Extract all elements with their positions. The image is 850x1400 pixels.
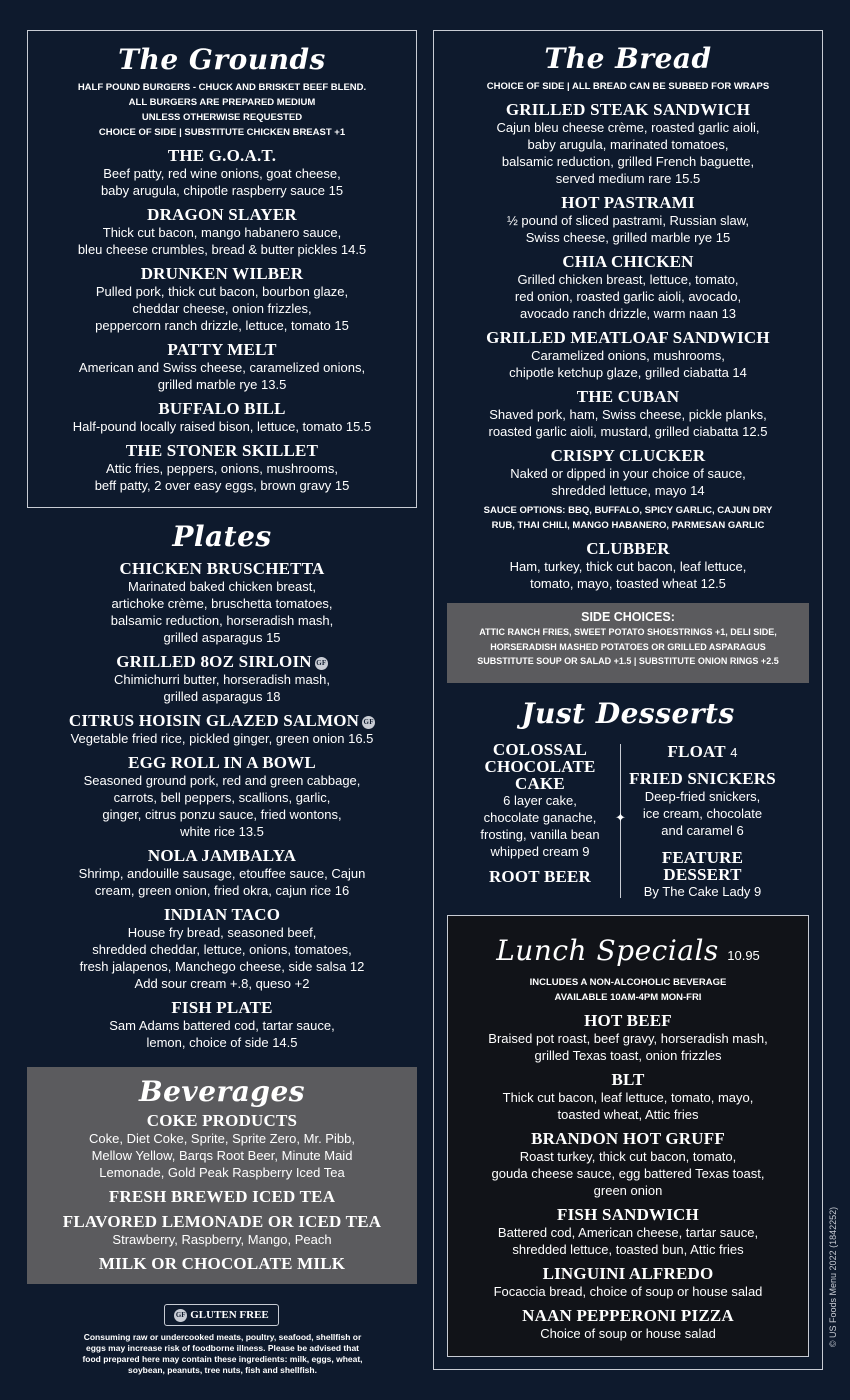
item-desc: Thick cut bacon, mango habanero sauce, bleu cheese crumbles, bread & butter pickles 14.5	[77, 225, 367, 257]
item-desc: Pulled pork, thick cut bacon, bourbon glaze, cheddar cheese, onion frizzles, peppercorn ranch drizzle, lettuce, tomato 15	[95, 284, 349, 333]
item-desc: Thick cut bacon, leaf lettuce, tomato, mayo, toasted wheat, Attic fries	[502, 1090, 754, 1122]
item-desc: Vegetable fried rice, pickled ginger, green onion 16.5	[70, 731, 374, 746]
menu-item	[28, 400, 416, 435]
copyright-credit: © US Foods Menu 2022 (1842252)	[828, 1206, 838, 1348]
item-name: FLAVORED LEMONADE OR ICED TEA	[62, 1212, 382, 1231]
item-name: BUFFALO BILL	[158, 399, 286, 418]
item-name: NOLA JAMBALYA	[147, 846, 297, 865]
menu-item	[27, 999, 417, 1051]
menu-item	[27, 847, 417, 899]
lunch-title: Lunch Specials	[496, 934, 719, 967]
item-name: BRANDON HOT GRUFF	[531, 1129, 725, 1148]
lunch-section	[447, 915, 809, 1357]
item-desc: House fry bread, seasoned beef, shredded cheddar, lettuce, onions, tomatoes, fresh jalapenos, Manchego cheese, side salsa 12 Add sour cream +.8, queso +2	[79, 925, 365, 991]
item-desc: Braised pot roast, beef gravy, horseradish mash, grilled Texas toast, onion frizzles	[488, 1031, 768, 1063]
menu-item	[27, 1188, 417, 1206]
bread-title: The Bread	[544, 42, 712, 75]
plates-title: Plates	[172, 520, 272, 553]
menu-item	[28, 265, 416, 334]
gluten-free-icon: GF	[315, 657, 328, 670]
item-name: FEATURE DESSERT	[661, 848, 744, 884]
item-name: GRILLED 8OZ SIRLOIN	[116, 652, 312, 671]
item-name-row	[27, 653, 417, 671]
item-name: FISH SANDWICH	[557, 1205, 699, 1224]
dessert-cake	[460, 741, 620, 886]
menu-item	[27, 1255, 417, 1273]
menu-item	[440, 329, 816, 381]
item-name: THE STONER SKILLET	[125, 441, 319, 460]
item-name: FRIED SNICKERS	[629, 769, 776, 788]
item-desc: Choice of soup or house salad	[540, 1326, 716, 1341]
item-desc: Strawberry, Raspberry, Mango, Peach	[112, 1232, 332, 1247]
item-name: PATTY MELT	[167, 340, 277, 359]
item-desc: ½ pound of sliced pastrami, Russian slaw, Swiss cheese, grilled marble rye 15	[506, 213, 750, 245]
item-desc: Seasoned ground pork, red and green cabbage, carrots, bell peppers, scallions, garlic, ginger, citrus ponzu sauce, fried wontons, white rice 13.5	[83, 773, 361, 839]
menu-item	[448, 1307, 808, 1342]
menu-item	[440, 194, 816, 246]
item-name: GRILLED MEATLOAF SANDWICH	[486, 328, 770, 347]
item-name: DRAGON SLAYER	[147, 205, 297, 224]
desserts-section	[440, 697, 816, 907]
item-name: THE CUBAN	[576, 387, 680, 406]
lunch-intro-line: AVAILABLE 10AM-4PM MON-FRI	[554, 992, 702, 1003]
grounds-title: The Grounds	[118, 43, 326, 76]
item-name: DRUNKEN WILBER	[140, 264, 304, 283]
item-desc: Ham, turkey, thick cut bacon, leaf lettuce, tomato, mayo, toasted wheat 12.5	[509, 559, 747, 591]
menu-item	[448, 1071, 808, 1123]
gluten-free-icon: GF	[362, 716, 375, 729]
item-desc: Chimichurri butter, horseradish mash, grilled asparagus 18	[113, 672, 331, 704]
item-name: MILK OR CHOCOLATE MILK	[98, 1254, 346, 1273]
item-desc: Attic fries, peppers, onions, mushrooms, beff patty, 2 over easy eggs, brown gravy 15	[94, 461, 350, 493]
menu-item	[28, 206, 416, 258]
grounds-intro-line: UNLESS OTHERWISE REQUESTED	[141, 112, 303, 123]
item-name: CHICKEN BRUSCHETTA	[119, 559, 325, 578]
menu-item	[440, 447, 816, 499]
grounds-section	[27, 30, 417, 508]
side-choices-title: SIDE CHOICES:	[581, 610, 675, 624]
menu-item	[27, 1112, 417, 1181]
item-name: FLOAT	[667, 742, 726, 761]
item-desc: Roast turkey, thick cut bacon, tomato, gouda cheese sauce, egg battered Texas toast, green onion	[491, 1149, 765, 1198]
gluten-free-label: GLUTEN FREE	[190, 1309, 269, 1321]
grounds-intro-line: HALF POUND BURGERS - CHUCK AND BRISKET BEEF BLEND.	[77, 82, 367, 93]
item-name: HOT BEEF	[584, 1011, 672, 1030]
item-name: FRESH BREWED ICED TEA	[108, 1187, 336, 1206]
item-desc: American and Swiss cheese, caramelized onions, grilled marble rye 13.5	[78, 360, 366, 392]
item-name: LINGUINI ALFREDO	[542, 1264, 714, 1283]
item-desc: Marinated baked chicken breast, artichoke crème, bruschetta tomatoes, balsamic reduction, horseradish mash, grilled asparagus 15	[110, 579, 334, 645]
item-desc: Grilled chicken breast, lettuce, tomato, red onion, roasted garlic aioli, avocado, avocado ranch drizzle, warm naan 13	[514, 272, 742, 321]
item-desc: Focaccia bread, choice of soup or house salad	[493, 1284, 763, 1299]
lunch-intro	[448, 975, 808, 1005]
menu-item	[448, 1265, 808, 1300]
grounds-intro-line: CHOICE OF SIDE | SUBSTITUTE CHICKEN BREAST +1	[98, 127, 346, 138]
lunch-price: 10.95	[727, 948, 760, 963]
item-name-row	[27, 712, 417, 730]
menu-item	[27, 754, 417, 840]
plates-section	[27, 520, 417, 1060]
desserts-title: Just Desserts	[521, 697, 735, 730]
item-desc: 6 layer cake, chocolate ganache, frosting, vanilla bean whipped cream 9	[480, 793, 600, 859]
menu-item	[440, 101, 816, 187]
bread-content	[440, 42, 816, 592]
grounds-intro-line: ALL BURGERS ARE PREPARED MEDIUM	[128, 97, 316, 108]
menu-item	[448, 1012, 808, 1064]
item-name: EGG ROLL IN A BOWL	[128, 753, 316, 772]
item-name: CHIA CHICKEN	[562, 252, 694, 271]
item-name: GRILLED STEAK SANDWICH	[505, 100, 751, 119]
gluten-free-icon: GF	[174, 1309, 187, 1322]
grounds-intro	[28, 80, 416, 140]
item-desc: Shaved pork, ham, Swiss cheese, pickle planks, roasted garlic aioli, mustard, grilled ciabatta 12.5	[488, 407, 768, 439]
bread-intro: CHOICE OF SIDE | ALL BREAD CAN BE SUBBED FOR WRAPS	[486, 81, 770, 92]
disclaimer: Consuming raw or undercooked meats, poultry, seafood, shellfish or eggs may increase risk of foodborne illness. Please be advised that food prepared here may contain these ingredients: milk, eggs, wheat, soybean, peanuts, tree nuts, fish and shellfish.	[82, 1332, 363, 1375]
side-choices-text: ATTIC RANCH FRIES, SWEET POTATO SHOESTRINGS +1, DELI SIDE, HORSERADISH MASHED POTATOES OR GRILLED ASPARAGUS SUBSTITUTE SOUP OR SALAD +1.5 | SUBSTITUTE ONION RINGS +2.5	[477, 627, 779, 666]
item-name: CLUBBER	[586, 539, 670, 558]
item-name: HOT PASTRAMI	[561, 193, 695, 212]
side-choices-box	[447, 603, 809, 683]
item-name: COKE PRODUCTS	[146, 1111, 298, 1130]
item-desc: Sam Adams battered cod, tartar sauce, lemon, choice of side 14.5	[109, 1018, 335, 1050]
item-desc: Shrimp, andouille sausage, etouffee sauce, Cajun cream, green onion, fried okra, cajun rice 16	[78, 866, 366, 898]
item-desc: Cajun bleu cheese crème, roasted garlic aioli, baby arugula, marinated tomatoes, balsamic reduction, grilled French baguette, served medium rare 15.5	[496, 120, 760, 186]
menu-item	[27, 1213, 417, 1248]
menu-item	[27, 712, 417, 747]
gluten-free-legend	[164, 1304, 279, 1326]
item-name: CRISPY CLUCKER	[550, 446, 706, 465]
item-name: NAAN PEPPERONI PIZZA	[522, 1306, 734, 1325]
float-row	[625, 743, 780, 762]
menu-item	[28, 341, 416, 393]
item-desc: Naked or dipped in your choice of sauce, shredded lettuce, mayo 14	[510, 466, 746, 498]
lunch-title-row	[448, 934, 808, 967]
item-name: COLOSSAL CHOCOLATE CAKE	[484, 740, 596, 793]
item-desc: By The Cake Lady 9	[643, 884, 762, 899]
item-name: THE G.O.A.T.	[167, 146, 277, 165]
item-desc: Caramelized onions, mushrooms, chipotle ketchup glaze, grilled ciabatta 14	[509, 348, 747, 380]
menu-item	[28, 147, 416, 199]
menu-item	[448, 1130, 808, 1199]
item-desc: Half-pound locally raised bison, lettuce, tomato 15.5	[72, 419, 372, 434]
item-desc: Deep-fried snickers, ice cream, chocolate and caramel 6	[642, 789, 763, 838]
dessert-right	[625, 743, 780, 900]
item-name: CITRUS HOISIN GLAZED SALMON	[68, 711, 360, 730]
menu-item	[440, 540, 816, 592]
item-desc: Battered cod, American cheese, tartar sauce, shredded lettuce, toasted bun, Attic fries	[497, 1225, 759, 1257]
menu-item	[27, 560, 417, 646]
item-desc: Beef patty, red wine onions, goat cheese, baby arugula, chipotle raspberry sauce 15	[100, 166, 344, 198]
beverages-section	[27, 1067, 417, 1284]
item-name: FISH PLATE	[171, 998, 273, 1017]
lunch-intro-line: INCLUDES A NON-ALCOHOLIC BEVERAGE	[529, 977, 727, 988]
root-beer-label: ROOT BEER	[488, 867, 592, 886]
item-name: INDIAN TACO	[163, 905, 281, 924]
item-desc: Coke, Diet Coke, Sprite, Sprite Zero, Mr. Pibb, Mellow Yellow, Barqs Root Beer, Minute Maid Lemonade, Gold Peak Raspberry Iced Tea	[89, 1131, 355, 1180]
beverages-title: Beverages	[138, 1075, 306, 1108]
divider-star-icon: ✦	[615, 810, 626, 825]
menu-item	[27, 653, 417, 705]
item-name: BLT	[611, 1070, 645, 1089]
item-price: 4	[730, 745, 738, 760]
menu-item	[28, 442, 416, 494]
menu-item	[27, 906, 417, 992]
menu-item	[440, 388, 816, 440]
menu-item	[448, 1206, 808, 1258]
sauce-options: SAUCE OPTIONS: BBQ, BUFFALO, SPICY GARLIC, CAJUN DRY RUB, THAI CHILI, MANGO HABANERO, PARMESAN GARLIC	[483, 505, 773, 531]
menu-item	[440, 253, 816, 322]
